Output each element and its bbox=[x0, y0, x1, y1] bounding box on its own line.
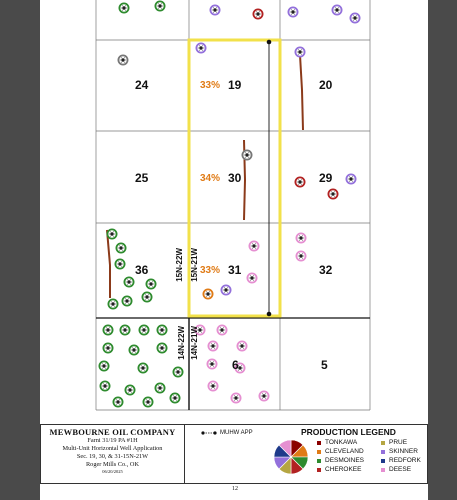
township-label-15n-21w: 15N-21W bbox=[190, 248, 199, 282]
well-symbol bbox=[155, 1, 164, 10]
legend-swatch bbox=[381, 459, 385, 463]
section-number-5: 5 bbox=[321, 358, 328, 372]
title-block bbox=[40, 424, 428, 484]
well-symbol bbox=[155, 383, 164, 392]
well-symbol bbox=[142, 292, 151, 301]
well-symbol bbox=[288, 7, 297, 16]
legend-item-redfork bbox=[381, 457, 421, 464]
production-pie-icon bbox=[273, 439, 309, 475]
legend-label: REDFORK bbox=[389, 457, 421, 464]
well-symbol bbox=[350, 13, 359, 22]
well-symbol bbox=[103, 325, 112, 334]
section-number-36: 36 bbox=[135, 263, 149, 277]
legend-item-tonkawa bbox=[317, 439, 357, 446]
well-symbol bbox=[108, 299, 117, 308]
well-symbol bbox=[217, 325, 226, 334]
well-symbol bbox=[119, 3, 128, 12]
well-symbol bbox=[253, 9, 262, 18]
well-symbol bbox=[221, 285, 230, 294]
company-block bbox=[41, 425, 185, 483]
well-symbol bbox=[146, 279, 155, 288]
legend-swatch bbox=[381, 468, 385, 472]
well-symbol bbox=[143, 397, 152, 406]
section-31-percentage: 33% bbox=[200, 265, 221, 276]
county: Roger Mills Co., OK bbox=[85, 461, 139, 468]
well-symbol bbox=[118, 55, 127, 64]
well-symbol bbox=[107, 229, 116, 238]
well-symbol bbox=[242, 150, 251, 159]
legend-swatch bbox=[381, 441, 385, 445]
lateral-sec36 bbox=[107, 230, 110, 298]
legend-swatch bbox=[317, 459, 321, 463]
muhw-legend bbox=[201, 430, 253, 436]
well-symbol bbox=[138, 363, 147, 372]
legend-label: TONKAWA bbox=[325, 439, 358, 446]
well-symbol bbox=[259, 391, 268, 400]
section-number-31: 31 bbox=[228, 263, 242, 277]
township-label-15n-22w: 15N-22W bbox=[175, 248, 184, 282]
well-symbol bbox=[129, 345, 138, 354]
well-symbol bbox=[120, 325, 129, 334]
legend-label: SKINNER bbox=[389, 448, 418, 455]
well-symbol bbox=[237, 341, 246, 350]
legend-label: DEESE bbox=[389, 466, 412, 473]
well-symbol bbox=[346, 174, 355, 183]
well-symbol bbox=[332, 5, 341, 14]
well-symbol bbox=[124, 277, 133, 286]
well-symbol bbox=[210, 5, 219, 14]
well-symbol bbox=[122, 296, 131, 305]
well-symbol bbox=[295, 47, 304, 56]
legend-item-desmoines bbox=[317, 457, 364, 464]
legend-item-skinner bbox=[381, 448, 418, 455]
well-symbol bbox=[157, 343, 166, 352]
muhw-bottom-point bbox=[267, 312, 272, 317]
well-symbol bbox=[100, 381, 109, 390]
legend-swatch bbox=[381, 450, 385, 454]
well-symbol bbox=[296, 233, 305, 242]
well-symbol bbox=[249, 241, 258, 250]
muhw-surface-point bbox=[267, 40, 272, 45]
well-symbol bbox=[295, 177, 304, 186]
page-number: 12 bbox=[232, 486, 238, 492]
well-symbol bbox=[139, 325, 148, 334]
legend-label: PRUE bbox=[389, 439, 408, 446]
well-symbol bbox=[207, 359, 216, 368]
company-name: MEWBOURNE OIL COMPANY bbox=[49, 427, 176, 437]
section-number-24: 24 bbox=[135, 78, 149, 92]
legend-item-cleveland bbox=[317, 448, 364, 455]
well-symbol bbox=[113, 397, 122, 406]
well-symbol bbox=[157, 325, 166, 334]
well-symbol bbox=[103, 343, 112, 352]
well-symbols bbox=[99, 1, 359, 406]
legend-swatch bbox=[317, 450, 321, 454]
section-number-32: 32 bbox=[319, 263, 333, 277]
well-symbol bbox=[115, 259, 124, 268]
well-symbol bbox=[208, 341, 217, 350]
section-19-percentage: 33% bbox=[200, 80, 221, 91]
section-30-percentage: 34% bbox=[200, 173, 221, 184]
muhw-legend-label: MUHW APP bbox=[220, 430, 253, 436]
well-symbol bbox=[247, 273, 256, 282]
legend-item-deese bbox=[381, 466, 411, 473]
section-number-20: 20 bbox=[319, 78, 333, 92]
legend-label: CLEVELAND bbox=[325, 448, 364, 455]
legend-swatch bbox=[317, 441, 321, 445]
well-location: Sec. 19, 30, & 31-15N-21W bbox=[76, 453, 149, 460]
well-symbol bbox=[208, 381, 217, 390]
well-symbol bbox=[231, 393, 240, 402]
well-symbol bbox=[170, 393, 179, 402]
well-symbol bbox=[125, 385, 134, 394]
legend-item-prue bbox=[381, 439, 407, 446]
lateral-sec20 bbox=[300, 55, 303, 130]
well-symbol bbox=[173, 367, 182, 376]
township-label-14n-22w: 14N-22W bbox=[177, 326, 186, 360]
legend-swatch bbox=[317, 468, 321, 472]
legend-label: DESMOINES bbox=[325, 457, 365, 464]
well-symbol bbox=[196, 43, 205, 52]
production-legend-title: PRODUCTION LEGEND bbox=[301, 427, 396, 437]
well-symbol bbox=[116, 243, 125, 252]
section-number-29: 29 bbox=[319, 171, 333, 185]
map-date: 06/20/2025 bbox=[102, 469, 123, 474]
muhw-line-icon bbox=[201, 431, 217, 435]
well-symbol bbox=[203, 289, 212, 298]
section-number-30: 30 bbox=[228, 171, 242, 185]
township-label-14n-21w: 14N-21W bbox=[190, 326, 199, 360]
well-symbol bbox=[296, 251, 305, 260]
well-symbol bbox=[328, 189, 337, 198]
legend-label: CHEROKEE bbox=[325, 466, 362, 473]
section-number-6: 6 bbox=[232, 358, 239, 372]
well-symbol bbox=[99, 361, 108, 370]
section-number-19: 19 bbox=[228, 78, 242, 92]
well-name: Farni 31/19 PA #1H bbox=[87, 437, 138, 444]
legend-item-cherokee bbox=[317, 466, 361, 473]
application-type: Multi-Unit Horizontal Well Application bbox=[62, 445, 163, 452]
section-number-25: 25 bbox=[135, 171, 149, 185]
